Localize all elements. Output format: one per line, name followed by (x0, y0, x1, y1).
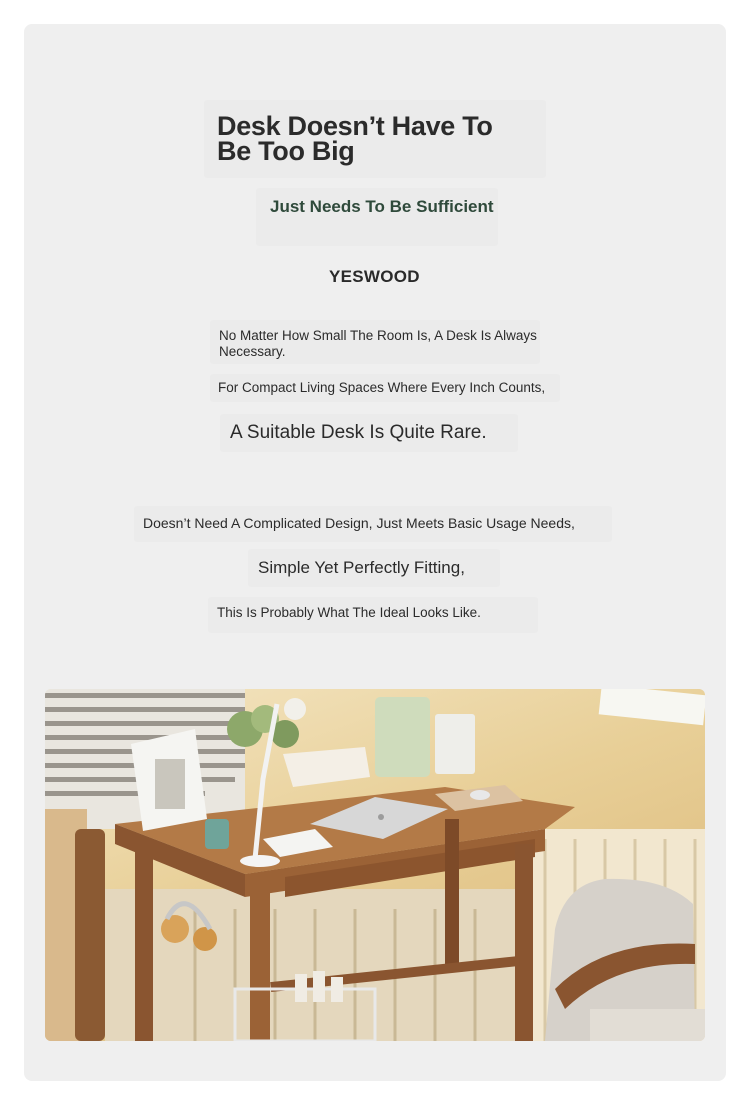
paragraph-4: Doesn’t Need A Complicated Design, Just Meets Basic Usage Needs, (143, 515, 575, 531)
headline-line-1: Desk Doesn’t Have To (217, 111, 493, 141)
paragraph-6: This Is Probably What The Ideal Looks Like. (217, 605, 481, 620)
paragraph-5: Simple Yet Perfectly Fitting, (258, 558, 465, 577)
brand-logo: YESWOOD (329, 267, 420, 286)
paragraph-1: No Matter How Small The Room Is, A Desk Is Always Necessary. (219, 328, 537, 359)
product-card (24, 24, 726, 1081)
desk-scene-illustration (45, 689, 705, 1041)
subtitle: Just Needs To Be Sufficient (270, 197, 494, 216)
desk-product-photo (45, 689, 705, 1041)
paragraph-2: For Compact Living Spaces Where Every Inch Counts, (218, 380, 546, 395)
headline-line-2: Be Too Big (217, 136, 355, 166)
paragraph-3: A Suitable Desk Is Quite Rare. (230, 422, 487, 443)
headline (217, 111, 493, 166)
